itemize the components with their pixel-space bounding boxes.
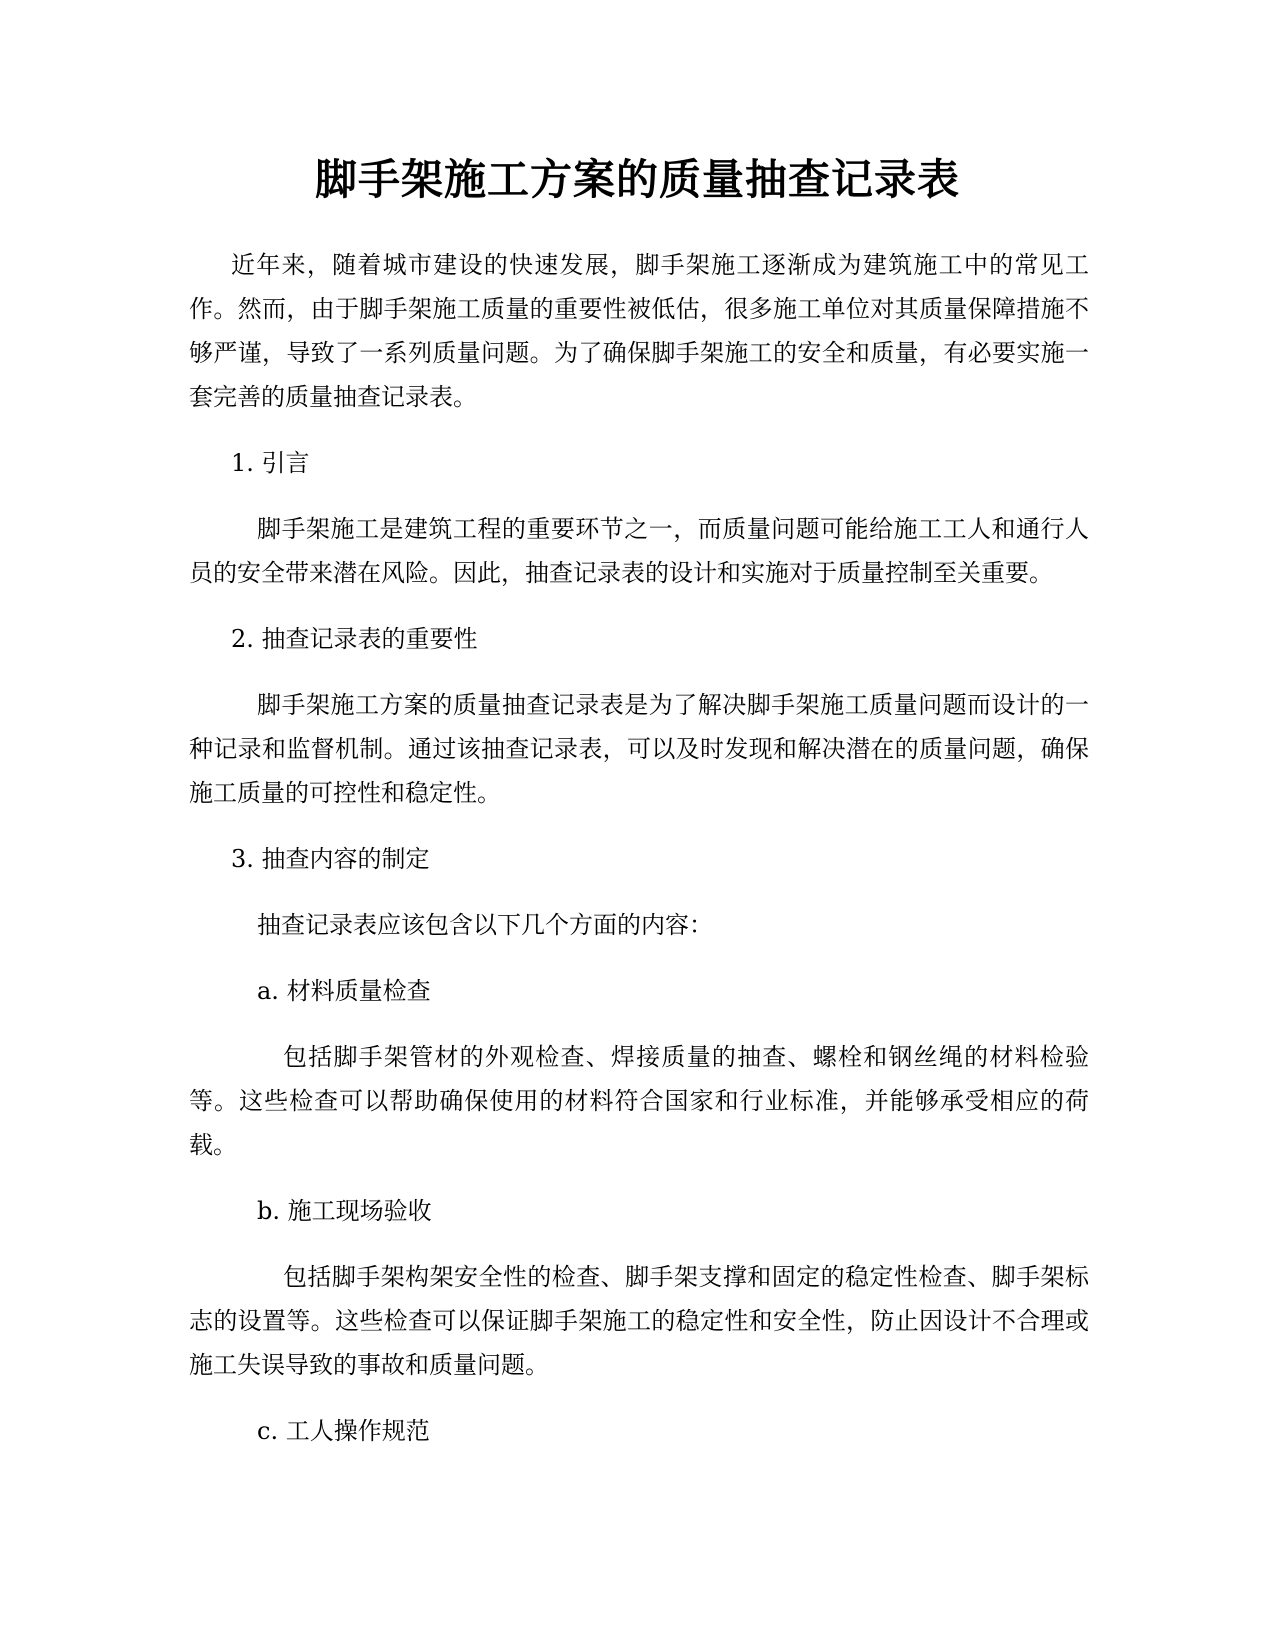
item-a-heading: a. 材料质量检查 <box>257 977 431 1005</box>
item-c-heading: c. 工人操作规范 <box>257 1417 430 1445</box>
section-2-paragraph: 脚手架施工方案的质量抽查记录表是为了解决脚手架施工质量问题而设计的一种记录和监督机制。通过该抽查记录表，可以及时发现和解决潜在的质量问题，确保施工质量的可控性和稳定性。 <box>189 691 1089 807</box>
section-3-paragraph: 抽查记录表应该包含以下几个方面的内容： <box>257 911 713 939</box>
document-title: 脚手架施工方案的质量抽查记录表 <box>314 155 960 204</box>
section-2-heading: 2. 抽查记录表的重要性 <box>231 625 478 653</box>
section-1-heading: 1. 引言 <box>231 449 310 477</box>
item-b-paragraph: 包括脚手架构架安全性的检查、脚手架支撑和固定的稳定性检查、脚手架标志的设置等。这些检查可以保证脚手架施工的稳定性和安全性，防止因设计不合理或施工失误导致的事故和质量问题。 <box>189 1263 1089 1379</box>
intro-paragraph: 近年来，随着城市建设的快速发展，脚手架施工逐渐成为建筑施工中的常见工作。然而，由于脚手架施工质量的重要性被低估，很多施工单位对其质量保障措施不够严谨，导致了一系列质量问题。为了确保脚手架施工的安全和质量，有必要实施一套完善的质量抽查记录表。 <box>189 251 1089 411</box>
section-3-heading: 3. 抽查内容的制定 <box>231 845 430 873</box>
section-1-paragraph: 脚手架施工是建筑工程的重要环节之一，而质量问题可能给施工工人和通行人员的安全带来潜在风险。因此，抽查记录表的设计和实施对于质量控制至关重要。 <box>189 515 1089 587</box>
document-body <box>189 243 1089 1453</box>
item-b-heading: b. 施工现场验收 <box>257 1197 432 1225</box>
item-a-paragraph: 包括脚手架管材的外观检查、焊接质量的抽查、螺栓和钢丝绳的材料检验等。这些检查可以帮助确保使用的材料符合国家和行业标准，并能够承受相应的荷载。 <box>189 1043 1089 1159</box>
